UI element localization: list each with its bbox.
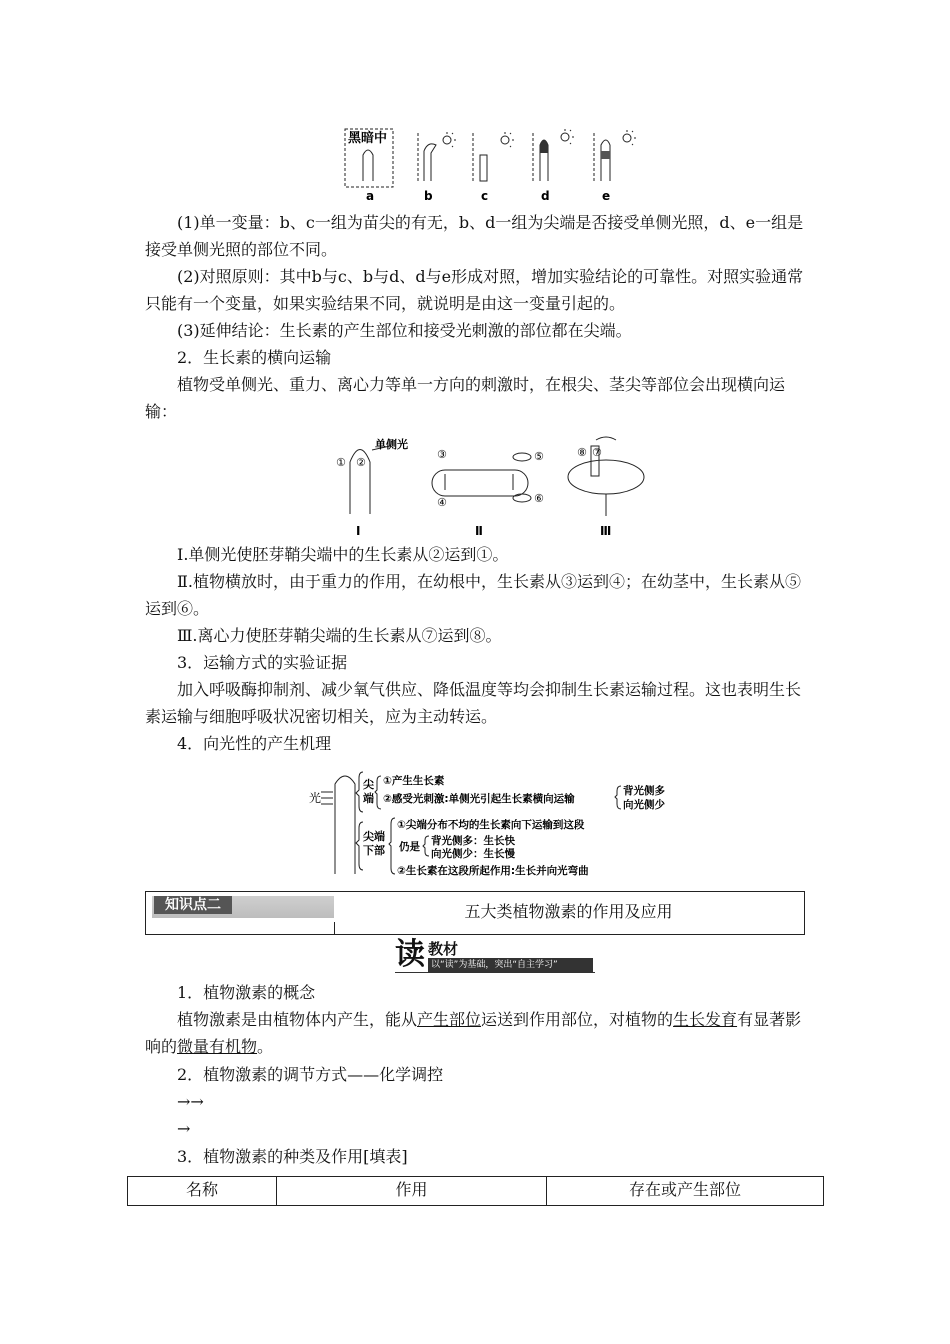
seedling-II xyxy=(432,470,528,496)
brace-lower xyxy=(356,822,363,870)
circle-5: ⑤ xyxy=(534,450,544,463)
knowledge-point-tag: 知识点二 xyxy=(154,896,232,914)
knowledge-point-title: 五大类植物激素的作用及应用 xyxy=(464,902,673,921)
read-underline xyxy=(395,972,595,973)
tip-label-b: 端 xyxy=(363,792,374,805)
def-underline-3: 微量有机物 xyxy=(177,1037,258,1056)
heading-evidence: 3．运输方式的实验证据 xyxy=(177,653,348,672)
para-hormone-definition xyxy=(145,1006,810,1060)
brace-lower-2 xyxy=(389,818,395,874)
para-control: (2)对照原则：其中b与c、b与d、d与e形成对照，增加实验结论的可靠性。对照实验通常只能有一个变量，如果实验结果不同，就说明是由这一变量引起的。 xyxy=(145,267,804,313)
lower-item-1: ①尖端分布不均的生长素向下运输到这段 xyxy=(397,819,585,831)
seedling-b xyxy=(424,144,436,181)
lower-label-a: 尖端 xyxy=(363,830,385,843)
leaf-II-bottom xyxy=(513,494,531,502)
seedling-a xyxy=(363,150,373,181)
arrows-line-2: → xyxy=(177,1119,191,1138)
arrows-line-1: →→ xyxy=(177,1092,204,1111)
dark-label: 黑暗中 xyxy=(348,131,388,146)
rotation-arrow xyxy=(596,437,616,440)
heading-lateral-transport: 2．生长素的横向运输 xyxy=(177,348,332,367)
circle-8: ⑧ xyxy=(577,446,587,459)
heading-hormone-types: 3．植物激素的种类及作用[填表] xyxy=(177,1147,408,1166)
brace-tip xyxy=(356,772,363,812)
sleeve-e xyxy=(601,151,610,159)
sun-icon-b xyxy=(443,132,456,147)
def-underline-2: 生长发育 xyxy=(673,1010,738,1029)
roman-I: Ⅰ xyxy=(356,524,361,538)
roman-III: Ⅲ xyxy=(600,524,612,538)
back-side: 背光侧多 xyxy=(623,785,665,797)
label-d: d xyxy=(541,189,550,203)
phototropism-figure xyxy=(305,766,725,878)
result-III: Ⅲ.离心力使胚芽鞘尖端的生长素从⑦运到⑧。 xyxy=(177,626,502,645)
knowledge-point-box xyxy=(145,891,805,935)
lower-back: 背光侧多：生长快 xyxy=(431,835,515,847)
coleoptile-outline xyxy=(335,776,355,874)
circle-7: ⑦ xyxy=(592,446,602,459)
lower-item-2: ②生长素在这段所起作用:生长并向光弯曲 xyxy=(397,865,589,877)
toward-side: 向光侧少 xyxy=(623,799,665,811)
col-name: 名称 xyxy=(128,1177,277,1206)
sun-icon-c xyxy=(501,132,514,147)
light-label: 单侧光 xyxy=(375,438,408,451)
lower-toward: 向光侧少：生长慢 xyxy=(431,848,515,860)
label-c: c xyxy=(481,189,489,203)
brace-tip-3 xyxy=(615,786,621,809)
heading-hormone-concept: 1．植物激素的概念 xyxy=(177,983,316,1002)
result-II: Ⅱ.植物横放时，由于重力的作用，在幼根中，生长素从③运到④；在幼茎中，生长素从⑤运到⑥。 xyxy=(145,572,801,618)
para-lateral-transport: 植物受单侧光、重力、离心力等单一方向的刺激时，在根尖、茎尖等部位会出现横向运输： xyxy=(145,375,786,421)
light-char: 光 xyxy=(309,791,322,805)
tip-label-a: 尖 xyxy=(363,778,374,791)
circle-3: ③ xyxy=(437,448,447,461)
so-label: 仍是 xyxy=(399,841,420,853)
lower-label-b: 下部 xyxy=(363,844,385,857)
def-text-4: 。 xyxy=(257,1037,274,1056)
col-location: 存在或产生部位 xyxy=(547,1177,824,1206)
label-a: a xyxy=(366,189,375,203)
hormone-table xyxy=(127,1176,824,1206)
read-subtitle: 以“读”为基础，突出“自主学习” xyxy=(428,958,593,972)
heading-phototropism: 4．向光性的产生机理 xyxy=(177,734,332,753)
read-big-char: 读 xyxy=(395,937,425,972)
tip-item-2: ②感受光刺激:单侧光引起生长素横向运输 xyxy=(383,793,575,805)
leaf-II-top xyxy=(513,453,531,461)
seedling-e xyxy=(601,140,610,181)
circle-1: ① xyxy=(336,456,346,469)
result-I: Ⅰ.单侧光使胚芽鞘尖端中的生长素从②运到①。 xyxy=(177,545,509,564)
brace-tip-2 xyxy=(375,776,381,809)
label-e: e xyxy=(602,189,611,203)
seedling-c xyxy=(480,155,487,181)
brace-lower-3 xyxy=(423,836,429,856)
col-function: 作用 xyxy=(277,1177,547,1206)
def-text-3: 有显著影响的 xyxy=(145,1010,802,1056)
circle-6: ⑥ xyxy=(534,492,544,505)
para-single-variable: (1)单一变量：b、c一组为苗尖的有无，b、d一组为尖端是否接受单侧光照，d、e一组是接受单侧光照的部位不同。 xyxy=(145,213,804,259)
lateral-transport-figure xyxy=(330,432,660,540)
circle-2: ② xyxy=(356,456,366,469)
def-text-2: 运送到作用部位，对植物的 xyxy=(481,1010,674,1029)
def-text-1: 植物激素是由植物体内产生，能从 xyxy=(177,1010,418,1029)
label-b: b xyxy=(424,189,433,203)
heading-regulation: 2．植物激素的调节方式——化学调控 xyxy=(177,1065,444,1084)
def-underline-1: 产生部位 xyxy=(417,1010,482,1029)
read-word: 教材 xyxy=(428,940,459,958)
sun-icon-e xyxy=(623,130,636,145)
circle-4: ④ xyxy=(437,496,447,509)
read-textbook-logo xyxy=(395,938,595,972)
para-conclusion: (3)延伸结论：生长素的产生部位和接受光刺激的部位都在尖端。 xyxy=(177,321,632,340)
experiment-figure xyxy=(340,125,640,205)
sun-icon-d xyxy=(561,129,574,144)
knowledge-point-divider xyxy=(334,922,335,935)
tip-item-1: ①产生生长素 xyxy=(383,775,445,787)
table-header-row xyxy=(128,1177,824,1206)
roman-II: Ⅱ xyxy=(475,524,483,538)
turntable-III xyxy=(568,460,644,494)
para-evidence: 加入呼吸酶抑制剂、减少氧气供应、降低温度等均会抑制生长素运输过程。这也表明生长素运输与细胞呼吸状况密切相关，应为主动转运。 xyxy=(145,680,802,726)
